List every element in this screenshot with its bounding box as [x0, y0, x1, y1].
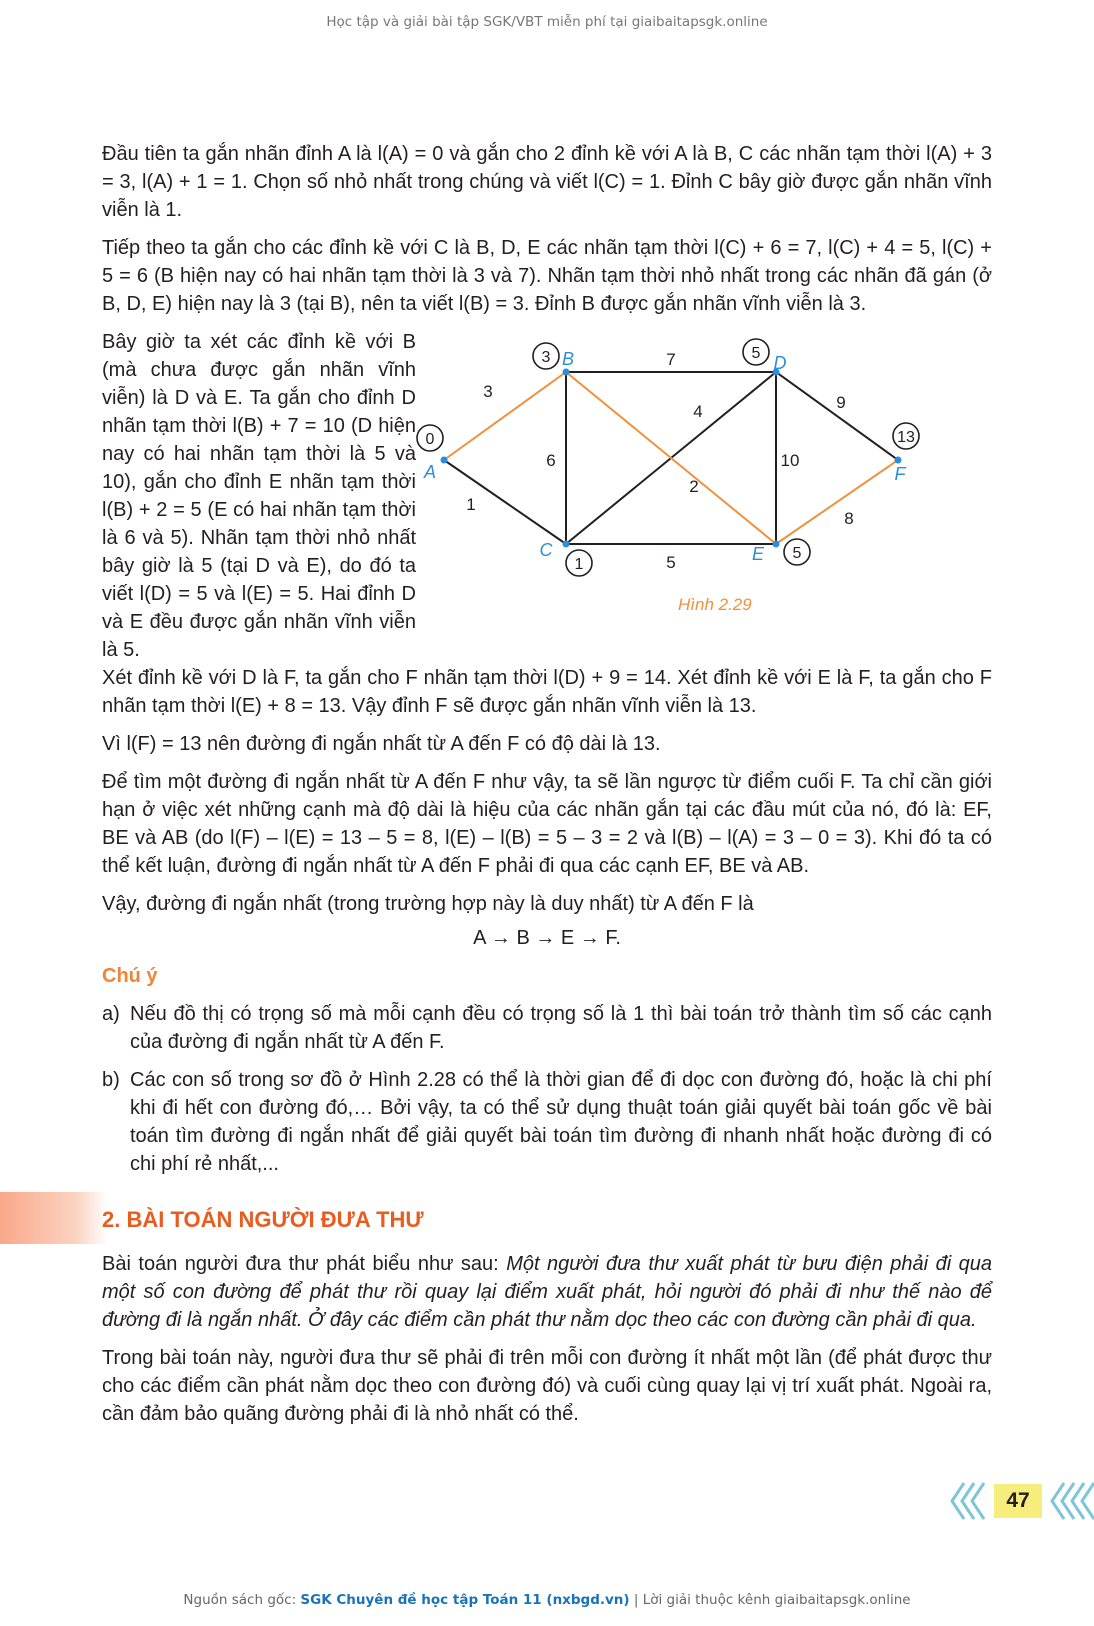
paragraph-1: Đầu tiên ta gắn nhãn đỉnh A là l(A) = 0 và gắn cho 2 đỉnh kề với A là B, C các nhãn tạm thời l(A) + 3 = 3, l(A) + 1 = 1. Chọn số nhỏ nhất trong chúng và viết l(C) = 1. Đỉnh C bây giờ được gắn nhãn vĩnh viễn là 1.	[102, 143, 992, 221]
section-2-paragraph-2: Trong bài toán này, người đưa thư sẽ phải đi trên mỗi con đường ít nhất một lần (để phát được thư cho các điểm cần phát nằm dọc theo con đường đó) và cuối cùng quay lại vị trí xuất phát. Ngoài ra, cần đảm bảo quãng đường phải đi là nhỏ nhất có thể.	[102, 1347, 992, 1425]
vertex-label-F: 13	[897, 429, 915, 446]
section-2-problem-statement: Một người đưa thư xuất phát từ bưu điện phải đi qua một số con đường để phát thư rồi quay lại điểm xuất phát, hỏi người đó phải đi như thế nào để đường đi là ngắn nhất. Ở đây các điểm cần phát thư nằm dọc theo các con đường cần phải đi qua.	[102, 1253, 992, 1331]
graph-figure	[416, 328, 992, 652]
footer-source-link[interactable]: SGK Chuyên đề học tập Toán 11 (nxbgd.vn)	[300, 1592, 630, 1608]
footer	[0, 1592, 1094, 1608]
section-2-paragraph-1	[102, 1250, 992, 1334]
note-heading: Chú ý	[102, 965, 158, 987]
vertex-label-A: 0	[425, 431, 435, 448]
edge-weight-BE: 2	[689, 477, 699, 496]
left-column	[102, 328, 416, 664]
vertex-dot-C	[563, 541, 570, 548]
edge-weight-AC: 1	[466, 495, 476, 514]
vertex-label-D: 5	[751, 345, 761, 362]
vertex-name-B: B	[561, 349, 575, 369]
graph-svg	[416, 328, 992, 652]
section-2-lead: Bài toán người đưa thư phát biểu như sau:	[102, 1253, 507, 1275]
paragraph-6: Để tìm một đường đi ngắn nhất từ A đến F như vậy, ta sẽ lần ngược từ điểm cuối F. Ta chỉ cần giới hạn ở việc xét những cạnh mà độ dài là hiệu của các nhãn gắn tại các đầu mút của nó, đó là: EF, BE và AB (do l(F) – l(E) = 13 – 5 = 8, l(E) – l(B) = 5 – 3 = 2 và l(B) – l(A) = 3 – 0 = 3). Khi đó ta có thể kết luận, đường đi ngắn nhất từ A đến F phải đi qua các cạnh EF, BE và AB.	[102, 771, 992, 877]
vertex-dot-B	[563, 369, 570, 376]
vertex-name-F: F	[894, 464, 906, 484]
paragraph-7: Vậy, đường đi ngắn nhất (trong trường hợp này là duy nhất) từ A đến F là	[102, 893, 754, 915]
paragraph-3: Bây giờ ta xét các đỉnh kề với B (mà chưa được gắn nhãn vĩnh viễn) là D và E. Ta gắn cho đỉnh D nhãn tạm thời l(B) + 7 = 10 (D hiện nay có hai nhãn tạm thời là 5 và 10), gắn cho đỉnh E nhãn tạm thời l(B) + 2 = 5 (E có hai nhãn tạm thời là 6 và 5). Nhãn tạm thời nhỏ nhất bây giờ là 5 (tại D và E), do đó ta viết l(D) = 5 và l(E) = 5. Hai đỉnh D và E đều được gắn nhãn vĩnh viễn là 5.	[102, 331, 416, 661]
paragraph-4: Xét đỉnh kề với D là F, ta gắn cho F nhãn tạm thời l(D) + 9 = 14. Xét đỉnh kề với E là F, ta gắn cho F nhãn tạm thời l(E) + 8 = 13. Vậy đỉnh F sẽ được gắn nhãn vĩnh viễn là 13.	[102, 667, 992, 717]
page-number: 47	[994, 1484, 1042, 1518]
vertex-dot-E	[773, 541, 780, 548]
vertex-label-C: 1	[574, 556, 584, 573]
edge-weight-DF: 9	[836, 393, 846, 412]
footer-tail: | Lời giải thuộc kênh giaibaitapsgk.online	[629, 1592, 911, 1608]
section-accent-bar	[0, 1192, 108, 1244]
page-content	[102, 140, 992, 1438]
vertex-name-A: A	[423, 462, 437, 482]
edge-AB	[444, 372, 566, 460]
section-2-title: 2. BÀI TOÁN NGƯỜI ĐƯA THƯ	[102, 1207, 424, 1232]
vertex-name-C: C	[539, 540, 553, 560]
paragraph-2: Tiếp theo ta gắn cho các đỉnh kề với C là B, D, E các nhãn tạm thời l(C) + 6 = 7, l(C) + 4 = 5, l(C) + 5 = 6 (B hiện nay có hai nhãn tạm thời là 3 và 7). Nhãn tạm thời nhỏ nhất trong các nhãn đã gán (ở B, D, E) hiện nay là 3 (tại B), nên ta viết l(B) = 3. Đỉnh B được gắn nhãn vĩnh viễn là 3.	[102, 237, 992, 315]
edge-weight-BC: 6	[546, 451, 556, 470]
edge-weight-CD: 4	[693, 402, 703, 421]
note-a	[102, 1000, 992, 1056]
note-a-label: a)	[102, 1003, 120, 1025]
vertex-label-E: 5	[792, 545, 802, 562]
edge-weight-CE: 5	[666, 553, 676, 572]
note-b-text: Các con số trong sơ đồ ở Hình 2.28 có thể là thời gian để đi dọc con đường đó, hoặc là chi phí khi đi hết con đường đó,… Bởi vậy, ta có thể sử dụng thuật toán giải quyết bài toán gốc về bài toán tìm đường đi ngắn nhất để giải quyết bài toán tìm đường đi nhanh nhất hoặc đường đi có chi phí rẻ nhất,...	[130, 1069, 992, 1175]
edge-weight-BD: 7	[666, 350, 676, 369]
edge-weight-DE: 10	[780, 451, 800, 470]
vertex-name-D: D	[773, 353, 787, 373]
edge-weight-AB: 3	[483, 382, 493, 401]
note-b	[102, 1066, 992, 1178]
shortest-path: A → B → E → F.	[473, 927, 621, 949]
paragraph-5: Vì l(F) = 13 nên đường đi ngắn nhất từ A đến F có độ dài là 13.	[102, 733, 661, 755]
note-a-text: Nếu đồ thị có trọng số mà mỗi cạnh đều có trọng số là 1 thì bài toán trở thành tìm số các cạnh của đường đi ngắn nhất từ A đến F.	[130, 1003, 992, 1053]
footer-lead: Nguồn sách gốc:	[183, 1592, 301, 1608]
vertex-dot-A	[441, 457, 448, 464]
section-2-heading	[102, 1204, 992, 1236]
edge-EF	[776, 460, 898, 544]
vertex-dot-F	[895, 457, 902, 464]
edge-weight-EF: 8	[844, 509, 854, 528]
vertex-label-B: 3	[541, 349, 551, 366]
edge-AC	[444, 460, 566, 544]
top-banner: Học tập và giải bài tập SGK/VBT miễn phí tại giaibaitapsgk.online	[326, 14, 768, 30]
edge-DF	[776, 372, 898, 460]
figure-caption: Hình 2.29	[678, 595, 752, 614]
note-b-label: b)	[102, 1069, 120, 1091]
text-figure-row	[102, 328, 992, 664]
vertex-name-E: E	[751, 544, 765, 564]
